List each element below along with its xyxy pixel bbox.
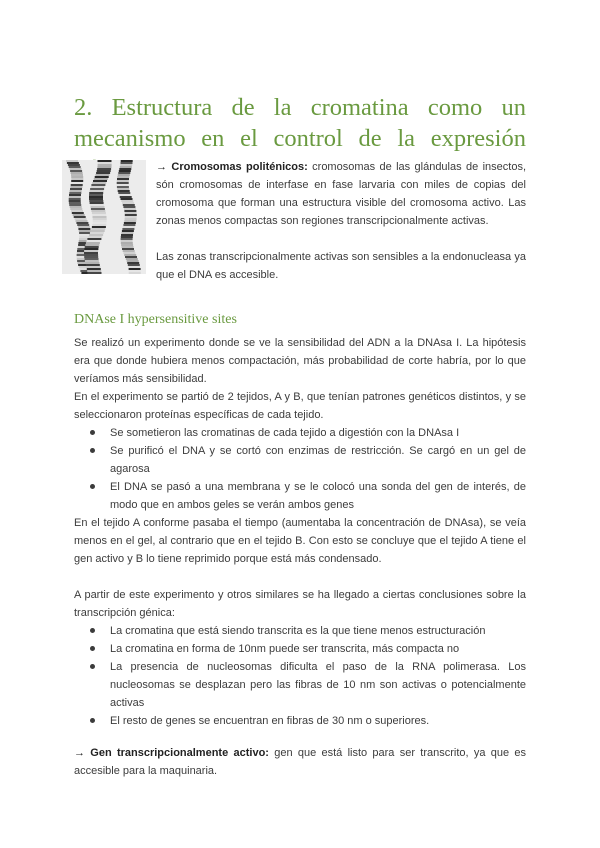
chromosome-band [73,214,85,216]
chromosome-band [71,210,83,212]
chromosome-band [121,234,133,236]
chromosome-band [87,240,101,242]
chromosome-band [129,272,141,274]
chromosome-band [87,270,101,272]
chromosome-band [117,182,129,184]
chromosome-band [70,170,82,172]
chromosome-band [128,264,140,266]
chromosome-band [123,226,135,228]
chromosome-band [85,244,99,246]
chromosome-band [120,196,132,198]
list-item: La cromatina que está siendo transcrita es la que tiene menos estructuración [74,622,526,640]
intro-block [156,158,526,284]
chromosome-band [118,190,130,192]
chromosome-band [71,178,83,180]
chromosome-band [121,236,133,238]
chromosome-band [78,226,90,228]
chromosome-band [124,254,136,256]
chromosome-band [76,222,88,224]
chromosome-band [125,216,137,218]
chromosome-band [92,214,106,216]
list-item: El resto de genes se encuentran en fibras de 30 nm o superiores. [74,712,526,730]
chromosome-band [122,202,134,204]
chromosome-band [122,230,134,232]
list-item: La presencia de nucleosomas dificulta el paso de la RNA polimerasa. Los nucleosomas se desplazan pero las fibras de 10 nm son activas o potencialmente activas [74,658,526,712]
chromosome-band [92,226,106,228]
chromosome-band [92,224,106,226]
chromosome-band [69,194,81,196]
chromosome-band [84,248,98,250]
chromosome-band [123,252,135,254]
chromosome-band [71,174,83,176]
chromosome-band [120,164,132,166]
chromosome-band [125,218,137,220]
chromosome-band [87,238,101,240]
chromosome-band [92,212,106,214]
chromosome-band [94,178,108,180]
list-item: El DNA se pasó a una membrana y se le colocó una sonda del gen de interés, de modo que en ambos geles se verán ambos genes [74,478,526,514]
chromosome-band [93,180,107,182]
chromosome-band [69,196,81,198]
chromosome-band [79,232,91,234]
chromosome-band [70,168,82,170]
chromosome-band [91,184,105,186]
chromosome-band [85,258,99,260]
paragraph-final-definition [74,744,526,780]
chromosome-band [87,268,101,270]
chromosome-band [122,228,134,230]
chromosome-band [98,162,112,164]
intro-definition-text: cromosomas de las glándulas de insectos, són cromosomas de interfase en fase larvaria con miles de copias del cromosoma que forman una estructura visible del cromosoma activo. Las zonas menos compactas son regiones transcripcionalmente activas. [156,161,526,227]
chromosome-band [70,190,82,192]
chromosome-band [91,186,105,188]
arrow-glyph: → [74,747,85,759]
chromosome-band [69,202,81,204]
chromosome-band [93,216,107,218]
final-definition-text: gen que está listo para ser transcrito, ya que es accesible para la maquinaria. [74,747,526,777]
chromosome-band [124,208,136,210]
chromosome-band [84,254,98,256]
chromosome-band [88,272,102,274]
polytene-chromosome-image [62,160,146,274]
chromosome-band [119,170,131,172]
paragraph-hypothesis: Se realizó un experimento donde se ve la sensibilidad del ADN a la DNAsa I. La hipótesis era que donde hubiera menos compactación, más probabilidad de corte habría, por lo que veríamos más sensibilidad. [74,337,526,385]
chromosome-band [121,240,133,242]
chromosome-band [96,172,110,174]
chromosome-band [90,190,104,192]
chromosome-band [119,194,131,196]
chromosome-band [76,220,88,222]
chromosome-band [85,262,99,264]
chromosome-band [69,200,81,202]
list-item: Se sometieron las cromatinas de cada tejido a digestión con la DNAsa I [74,424,526,442]
section-title-line-1: 2. Estructura de la cromatina como un [74,94,526,121]
chromosome-band [128,266,140,268]
steps-list [74,424,526,514]
polytene-chromosome-illustration [62,160,146,274]
chromosome-band [127,262,139,264]
conclusions-list [74,622,526,730]
chromosome-band [118,174,130,176]
chromosome-band [71,172,83,174]
chromosome-band [122,248,134,250]
chromosome-band [124,210,136,212]
chromosome-band [125,214,137,216]
chromosome-band [98,166,112,168]
chromosome-band [120,166,132,168]
chromosome-band [79,230,91,232]
chromosome-band [71,180,83,182]
chromosome-band [72,212,84,214]
chromosome-band [121,160,133,162]
chromosome-band [91,210,105,212]
chromosome-band [91,206,105,208]
chromosome-band [117,184,129,186]
section-title-line-2: mecanismo en el control de la expresión [74,125,526,152]
chromosome-band [86,266,100,268]
chromosome-band [70,188,82,190]
chromosome-band [89,194,103,196]
chromosome-band [89,196,103,198]
chromosome-band [117,186,129,188]
chromosome-band [77,224,89,226]
chromosome-band [75,218,87,220]
chromosome-band [86,264,100,266]
chromosome-band [84,252,98,254]
chromosome-band [124,220,136,222]
intro-definition [156,158,526,230]
chromosome-band [123,224,135,226]
chromosome-band [69,192,81,194]
chromosome-band [71,176,83,178]
chromosome-band [66,160,78,162]
chromosome-band [84,256,98,258]
subsection-title: DNAse I hypersensitive sites [74,312,237,327]
paragraph-conclusions-intro: A partir de este experimento y otros similares se ha llegado a ciertas conclusiones sobre la transcripción génica: [74,589,526,619]
chromosome-band [129,268,141,270]
chromosome-band [117,176,129,178]
chromosome-band [85,246,99,248]
chromosome-band [95,176,109,178]
chromosome-band [93,218,107,220]
chromosome-band [121,162,133,164]
chromosome-band [67,162,79,164]
chromosome-band [89,234,103,236]
chromosome-band [119,168,131,170]
chromosome-band [125,212,137,214]
final-term: Gen transcripcionalmente activo: [90,747,269,759]
intro-note: Las zonas transcripcionalmente activas son sensibles a la endonucleasa ya que el DNA es accesible. [156,251,526,281]
chromosome-band [90,232,104,234]
subsection-body [74,334,526,780]
chromosome-band [84,250,98,252]
paragraph-setup: En el experimento se partió de 2 tejidos, A y B, que tenían patrones genéticos distintos, y se seleccionaron proteínas específicas de cada tejido. [74,391,526,421]
chromosome-band [123,206,135,208]
chromosome-band [121,244,133,246]
chromosome-band [71,182,83,184]
chromosome-band [121,198,133,200]
chromosome-band [90,202,104,204]
intro-term: Cromosomas politénicos: [171,161,308,173]
chromosome-band [70,208,82,210]
chromosome-band [124,222,136,224]
spacer [74,730,526,744]
chromosome-band [89,200,103,202]
chromosome-band [121,238,133,240]
chromosome-band [91,228,105,230]
chromosome-band [123,204,135,206]
spacer [74,568,526,586]
chromosome-band [70,206,82,208]
chromosome-band [89,198,103,200]
chromosome-band [78,228,90,230]
chromosome-band [117,178,129,180]
chromosome-band [126,258,138,260]
chromosome-band [129,270,141,272]
chromosome-band [86,242,100,244]
chromosome-band [69,198,81,200]
chromosome-band [68,164,80,166]
paragraph-result: En el tejido A conforme pasaba el tiempo (aumentaba la concentración de DNAsa), se veía menos en el gel, al contrario que en el tejido B. Con esto se concluye que el tejido A tiene el gen activo y B lo tiene reprimido porque está más condensado. [74,517,526,565]
chromosome-band [93,220,107,222]
chromosome-band [122,246,134,248]
list-item: Se purificó el DNA y se cortó con enzimas de restricción. Se cargó en un gel de agarosa [74,442,526,478]
chromosome-band [98,164,112,166]
chromosome-band [88,236,102,238]
list-item: La cromatina en forma de 10nm puede ser transcrita, más compacta no [74,640,526,658]
chromosome-band [123,250,135,252]
chromosome-band [91,230,105,232]
chromosome-band [91,208,105,210]
chromosome-band [90,188,104,190]
chromosome-band [92,182,106,184]
chromosome-band [97,170,111,172]
chromosome-band [93,222,107,224]
chromosome-band [69,204,81,206]
chromosome-band [127,260,139,262]
arrow-glyph: → [156,161,167,173]
chromosome-band [121,200,133,202]
chromosome-band [89,192,103,194]
chromosome-band [90,204,104,206]
chromosome-band [118,172,130,174]
chromosome-band [97,168,111,170]
chromosome-band [70,186,82,188]
chromosome-band [85,260,99,262]
chromosome-band [69,166,81,168]
chromosome-band [121,232,133,234]
chromosome-band [117,188,129,190]
chromosome-band [117,180,129,182]
chromosome-band [125,256,137,258]
chromosome-band [98,160,112,162]
chromosome-band [74,216,86,218]
chromosome-band [71,184,83,186]
chromosome-band [121,242,133,244]
chromosome-band [95,174,109,176]
chromosome-band [118,192,130,194]
